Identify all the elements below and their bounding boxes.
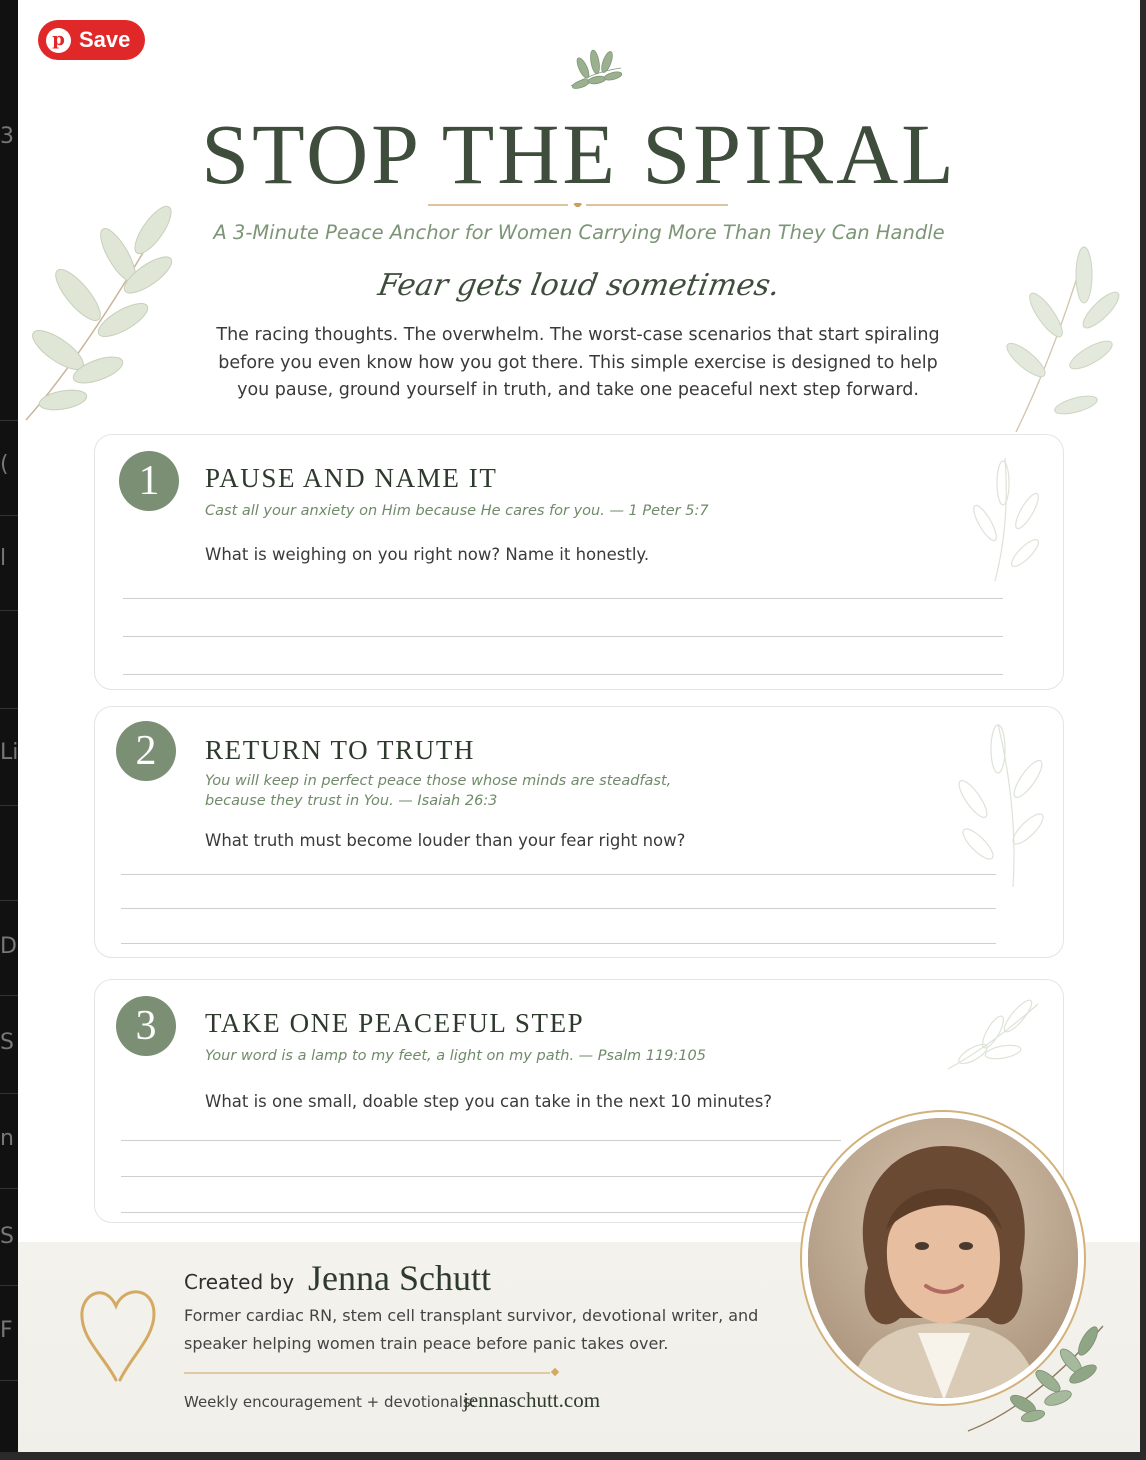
verse-line: Your word is a lamp to my feet, a light on my path. — Psalm 119:105	[205, 1048, 706, 1064]
step-number-badge: 1	[119, 451, 179, 511]
step-prompt: What is weighing on you right now? Name it honestly.	[205, 545, 650, 564]
answer-line[interactable]	[121, 908, 996, 909]
strip-fragment: (	[0, 452, 9, 477]
answer-line[interactable]	[123, 674, 1003, 675]
pinterest-icon: p	[46, 28, 71, 53]
step-title: RETURN TO TRUTH	[205, 735, 476, 765]
strip-fragment: n	[0, 1126, 14, 1151]
answer-line[interactable]	[121, 874, 996, 875]
step-card-2	[94, 706, 1064, 958]
strip-fragment: 3	[0, 124, 14, 149]
website-link[interactable]: jennaschutt.com	[463, 1388, 601, 1412]
step-verse	[205, 501, 709, 521]
step-number-badge: 3	[116, 996, 176, 1056]
intro-line: The racing thoughts. The overwhelm. The worst-case scenarios that start spiraling	[216, 325, 940, 345]
verse-line: Cast all your anxiety on Him because He cares for you. — 1 Peter 5:7	[205, 503, 709, 519]
answer-line[interactable]	[121, 1176, 841, 1177]
leaf-watermark-icon	[943, 994, 1043, 1074]
step-number-badge: 2	[116, 721, 176, 781]
strip-fragment: l	[0, 546, 7, 571]
intro-paragraph	[198, 322, 958, 405]
sprig-icon	[563, 36, 627, 96]
page-title: STOP THE SPIRAL	[201, 106, 957, 202]
intro-line: you pause, ground yourself in truth, and take one peaceful next step forward.	[237, 380, 919, 400]
strip-fragment: Li	[0, 740, 18, 765]
footer-divider	[184, 1368, 564, 1378]
answer-line[interactable]	[121, 943, 996, 944]
leaf-watermark-icon	[943, 719, 1053, 889]
page-subtitle: A 3-Minute Peace Anchor for Women Carrying More Than They Can Handle	[213, 221, 945, 244]
step-title: PAUSE AND NAME IT	[205, 463, 498, 493]
step-verse	[205, 1046, 706, 1066]
leaf-watermark-icon	[965, 453, 1055, 583]
printable-worksheet	[18, 0, 1140, 1452]
window-edge	[1140, 0, 1146, 1460]
intro-line: before you even know how you got there. This simple exercise is designed to help	[218, 352, 938, 373]
step-card-1	[94, 434, 1064, 690]
save-label: Save	[79, 27, 131, 52]
answer-line[interactable]	[121, 1212, 841, 1213]
step-prompt: What truth must become louder than your fear right now?	[205, 831, 686, 850]
verse-line: You will keep in perfect peace those whose minds are steadfast,	[205, 773, 672, 789]
author-name: Jenna Schutt	[308, 1258, 491, 1298]
eucalyptus-sprig-icon	[963, 1316, 1113, 1436]
pinterest-save-button[interactable]	[38, 20, 145, 60]
author-bio	[184, 1302, 764, 1357]
weekly-label: Weekly encouragement + devotionals:	[184, 1393, 476, 1411]
answer-line[interactable]	[123, 636, 1003, 637]
strip-fragment: S	[0, 1030, 14, 1055]
step-title: TAKE ONE PEACEFUL STEP	[205, 1008, 585, 1038]
created-by-label: Created by	[184, 1270, 295, 1294]
strip-fragment: F	[0, 1318, 13, 1343]
bio-line: Former cardiac RN, stem cell transplant survivor, devotional writer, and	[184, 1306, 759, 1325]
bio-line: speaker helping women train peace before panic takes over.	[184, 1333, 669, 1353]
step-prompt: What is one small, doable step you can take in the next 10 minutes?	[205, 1092, 773, 1111]
strip-fragment: D	[0, 934, 17, 959]
title-divider	[428, 203, 728, 207]
answer-line[interactable]	[121, 1140, 841, 1141]
background-window-strip	[0, 0, 18, 1460]
verse-line: because they trust in You. — Isaiah 26:3	[205, 793, 498, 809]
answer-line[interactable]	[123, 598, 1003, 599]
window-edge	[0, 1452, 1146, 1460]
step-verse	[205, 771, 671, 811]
tagline: Fear gets loud sometimes.	[375, 268, 783, 303]
heart-icon	[76, 1276, 160, 1386]
strip-fragment: S	[0, 1224, 14, 1249]
